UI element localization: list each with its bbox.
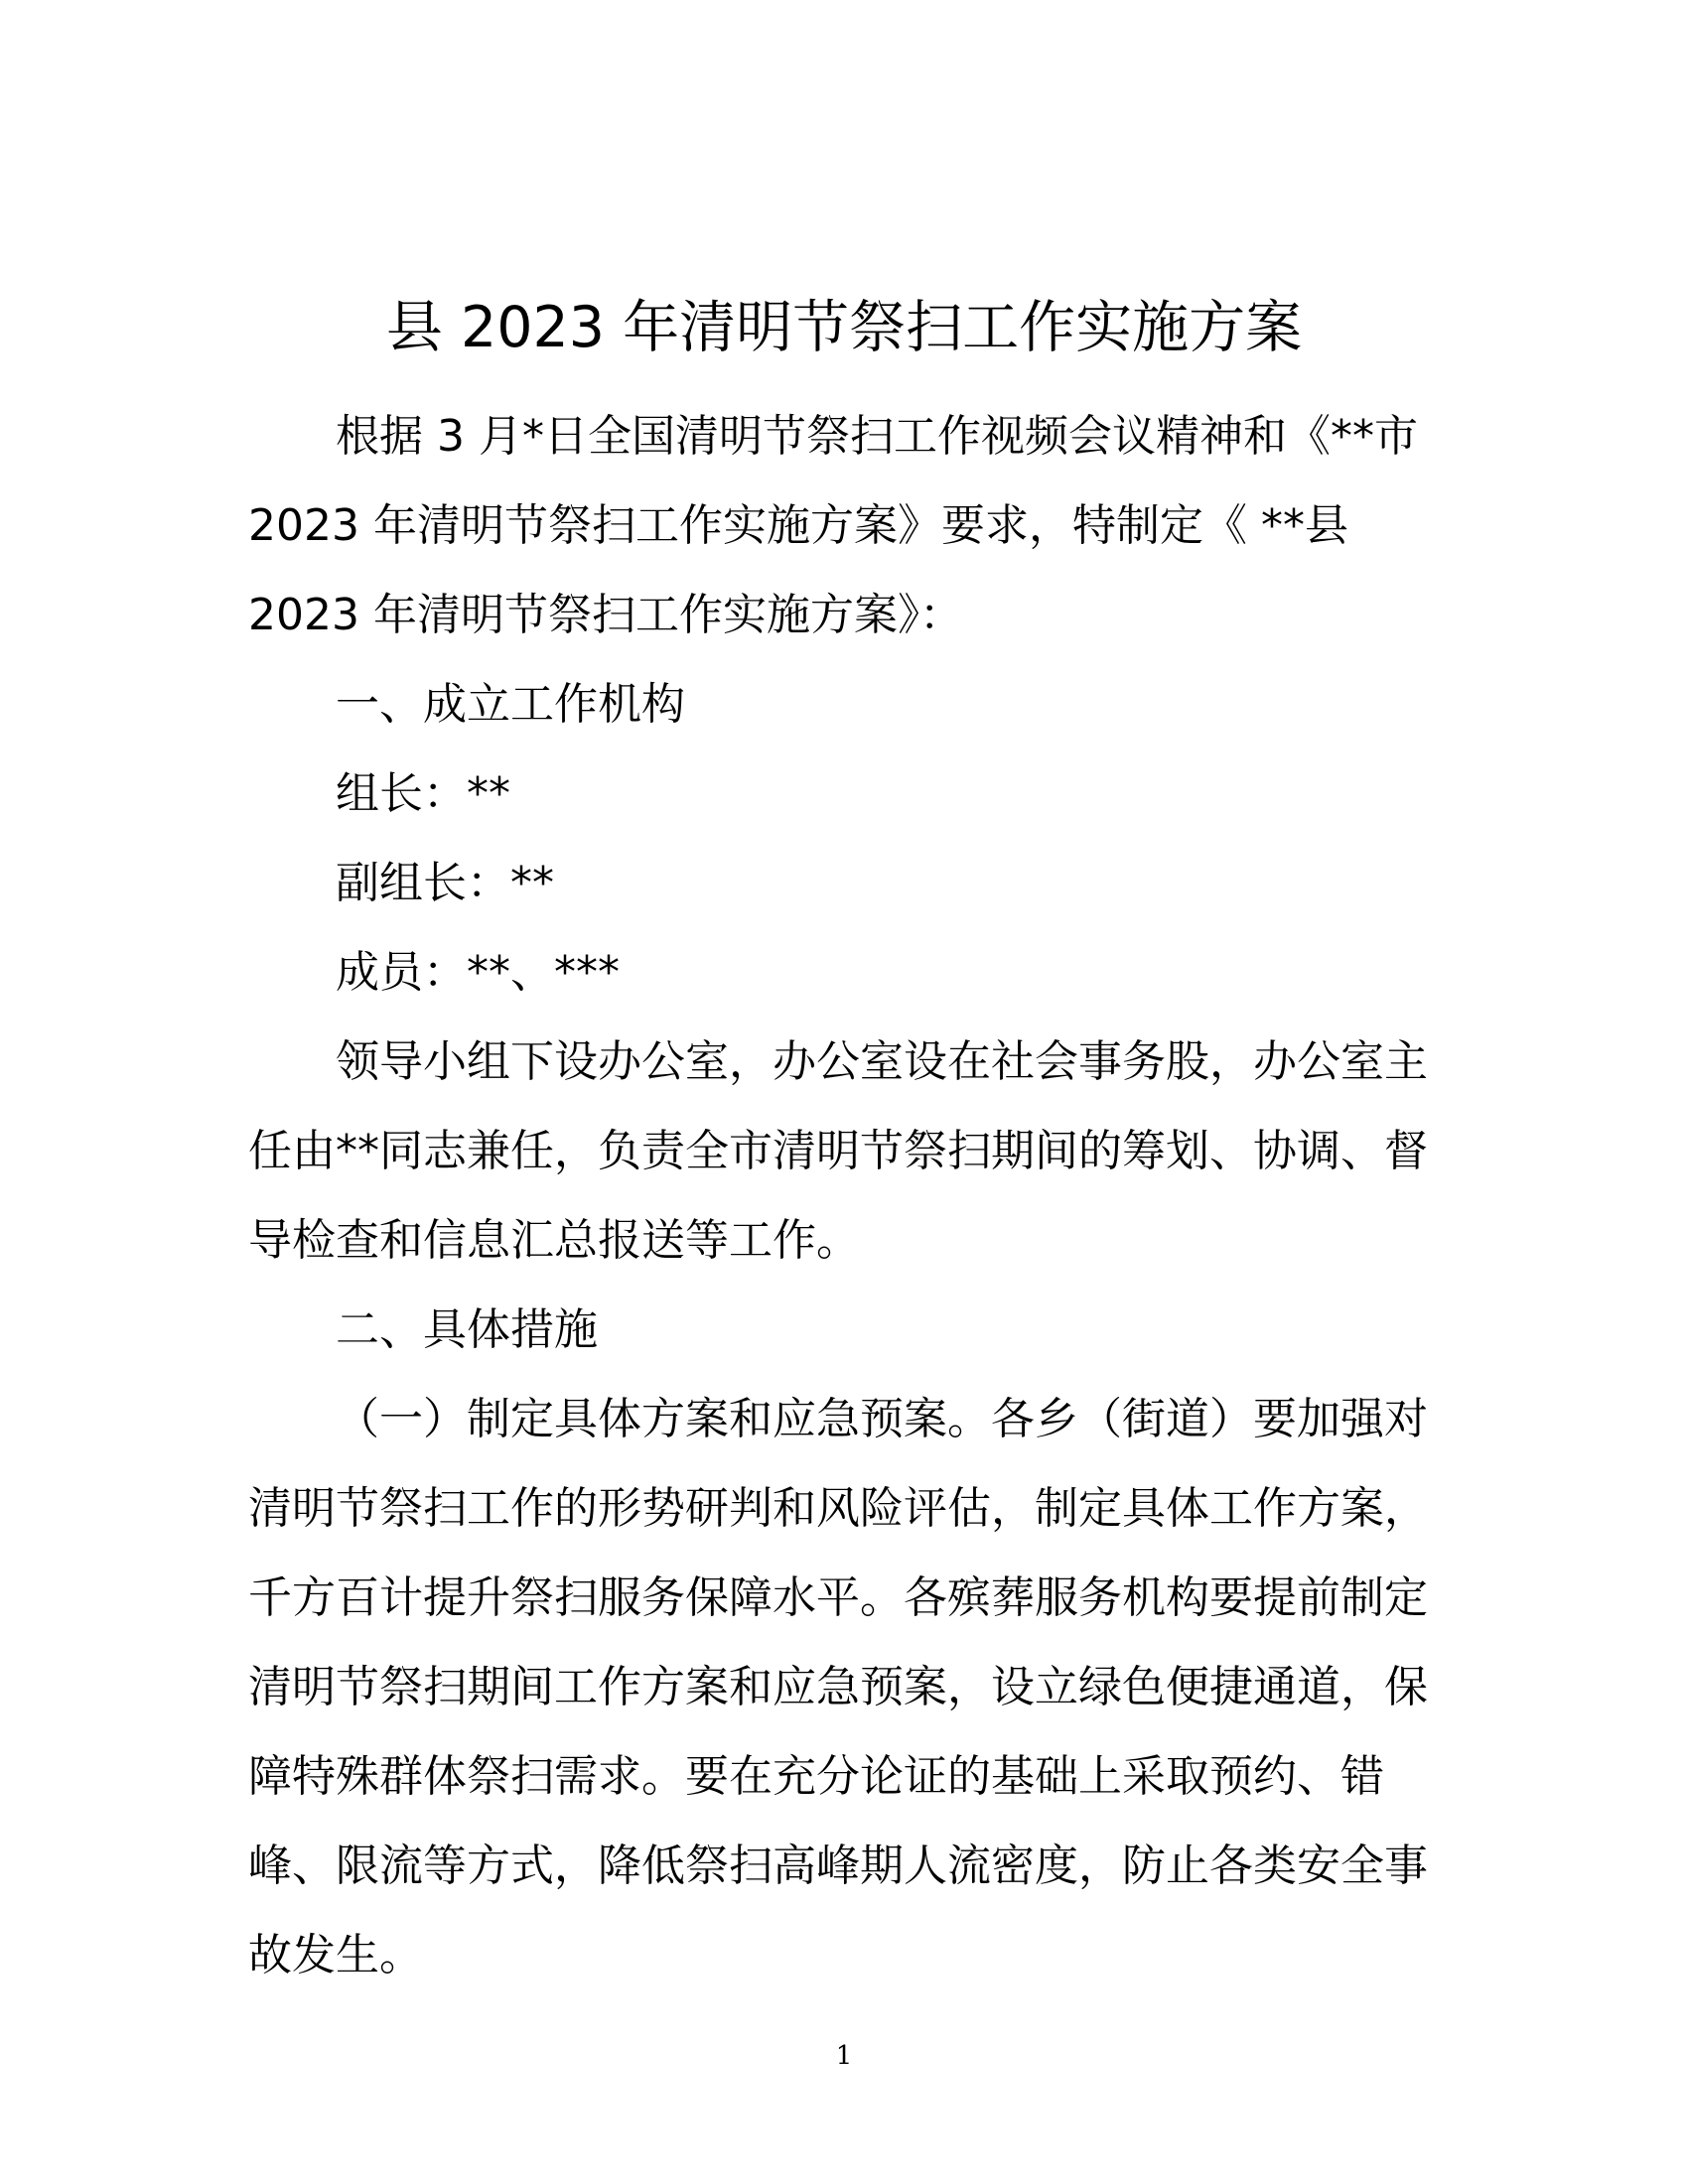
text-line: 组长：** [336, 768, 510, 819]
deputy-leader-line [248, 839, 1440, 928]
leader-line [248, 750, 1440, 839]
text-line: 副组长：** [336, 858, 554, 908]
text-line: 故发生。 [248, 1930, 423, 1980]
text-line: （一）制定具体方案和应急预案。各乡（街道）要加强对 [336, 1394, 1428, 1444]
text-line: 2023 年清明节祭扫工作实施方案》要求，特制定《 **县 [248, 500, 1348, 551]
text-line: 成员：**、*** [336, 947, 620, 998]
text-line: 2023 年清明节祭扫工作实施方案》： [248, 590, 963, 640]
text-line: 根据 3 月*日全国清明节祭扫工作视频会议精神和《**市 [336, 411, 1418, 462]
text-line: 一、成立工作机构 [336, 679, 685, 730]
document-title: 县 2023 年清明节祭扫工作实施方案 [385, 295, 1303, 360]
text-line: 障特殊群体祭扫需求。要在充分论证的基础上采取预约、错 [248, 1751, 1384, 1802]
text-line: 二、具体措施 [336, 1304, 598, 1355]
page-number: 1 [835, 2041, 853, 2071]
text-line: 清明节祭扫工作的形势研判和风险评估，制定具体工作方案， [248, 1483, 1428, 1534]
intro-paragraph [248, 392, 1440, 660]
section-heading-2 [248, 1286, 1440, 1375]
text-line: 清明节祭扫期间工作方案和应急预案，设立绿色便捷通道，保 [248, 1662, 1428, 1712]
text-line: 峰、限流等方式，降低祭扫高峰期人流密度，防止各类安全事 [248, 1841, 1428, 1891]
office-paragraph [248, 1018, 1440, 1286]
measures-paragraph [248, 1375, 1440, 2000]
members-line [248, 928, 1440, 1018]
text-line: 导检查和信息汇总报送等工作。 [248, 1215, 860, 1266]
text-line: 任由**同志兼任，负责全市清明节祭扫期间的筹划、协调、督 [248, 1126, 1428, 1176]
text-line: 千方百计提升祭扫服务保障水平。各殡葬服务机构要提前制定 [248, 1572, 1428, 1623]
document-body [248, 392, 1440, 2000]
text-line: 领导小组下设办公室，办公室设在社会事务股，办公室主 [336, 1036, 1428, 1087]
section-heading-1 [248, 660, 1440, 750]
